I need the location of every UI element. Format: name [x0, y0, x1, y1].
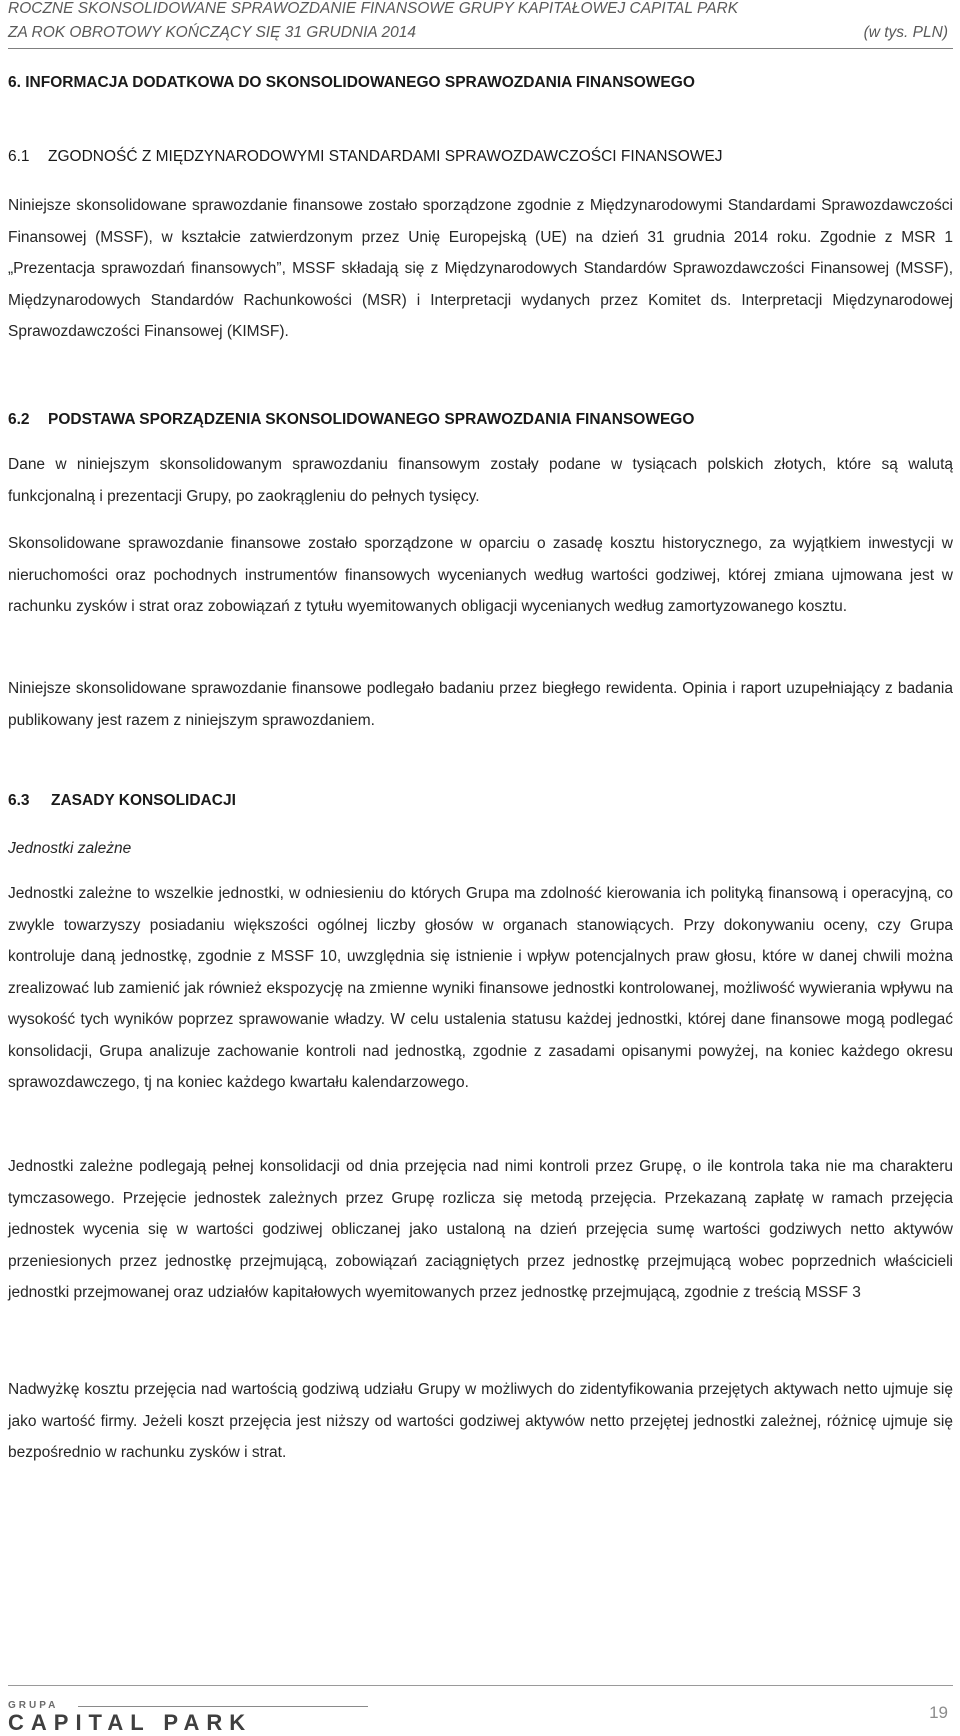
section-title: 6. INFORMACJA DODATKOWA DO SKONSOLIDOWANEGO SPRAWOZDANIA FINANSOWEGO: [8, 74, 695, 91]
page-number: 19: [929, 1703, 948, 1722]
heading-6-1: [8, 148, 723, 166]
heading-6-2-number: 6.2: [8, 411, 30, 428]
heading-6-2-title: PODSTAWA SPORZĄDZENIA SKONSOLIDOWANEGO SPRAWOZDANIA FINANSOWEGO: [48, 411, 695, 428]
paragraph-6-3-acquisition: Jednostki zależne podlegają pełnej konsolidacji od dnia przejęcia nad nimi kontroli przez Grupę, o ile kontrola taka nie ma charakteru tymczasowego. Przejęcie jednostek zależnych przez Grupę rozlicza się metodą przejęcia. Przekazaną zapłatę w ramach przejęcia jednostek wycenia się w wartości godziwej obliczanej jako ustaloną na dzień przejęcia sumę wartości godziwych netto aktywów przeniesionych przez jednostkę przejmującą, zobowiązań zaciągniętych przez jednostkę przejmującą wobec poprzednich właścicieli jednostki przejmowanej oraz udziałów kapitałowych wyemitowanych przez jednostkę przejmującą, zgodnie z treścią MSSF 3: [8, 1158, 953, 1301]
heading-6-1-number: 6.1: [8, 148, 30, 165]
heading-6-1-title: ZGODNOŚĆ Z MIĘDZYNARODOWYMI STANDARDAMI SPRAWOZDAWCZOŚCI FINANSOWEJ: [48, 148, 723, 165]
heading-6-2: [8, 411, 694, 429]
heading-6-3: [8, 792, 236, 810]
running-header: [8, 0, 948, 43]
header-report-title: ROCZNE SKONSOLIDOWANE SPRAWOZDANIE FINANSOWE GRUPY KAPITAŁOWEJ CAPITAL PARK: [8, 0, 739, 17]
subheading-subsidiaries: Jednostki zależne: [8, 840, 132, 857]
header-period: ZA ROK OBROTOWY KOŃCZĄCY SIĘ 31 GRUDNIA 2014: [8, 24, 416, 41]
header-period-row: [8, 23, 948, 43]
paragraph-6-1-compliance: Niniejsze skonsolidowane sprawozdanie finansowe zostało sporządzone zgodnie z Międzynarodowymi Standardami Sprawozdawczości Finansowej (MSSF), w kształcie zatwierdzonym przez Unię Europejską (UE) na dzień 31 grudnia 2014 roku. Zgodnie z MSR 1 „Prezentacja sprawozdań finansowych”, MSSF składają się z Międzynarodowych Standardów Sprawozdawczości Finansowej (MSSF), Międzynarodowych Standardów Rachunkowości (MSR) i Interpretacji wydanych przez Komitet ds. Interpretacji Międzynarodowej Sprawozdawczości Finansowej (KIMSF).: [8, 197, 953, 340]
logo-small-text: GRUPA: [8, 1700, 59, 1711]
paragraph-6-3-goodwill: Nadwyżkę kosztu przejęcia nad wartością godziwą udziału Grupy w możliwych do zidentyfikowania przejętych aktywach netto ujmuje się jako wartość firmy. Jeżeli koszt przejęcia jest niższy od wartości godziwej aktywów netto przejętej jednostki zależnej, różnicę ujmuje się bezpośrednio w rachunku zysków i strat.: [8, 1381, 953, 1461]
logo-big-text: CAPITAL PARK: [8, 1710, 253, 1735]
paragraph-6-3-control: Jednostki zależne to wszelkie jednostki, w odniesieniu do których Grupa ma zdolność kierowania ich polityką finansową i operacyjną, co zwykle towarzyszy posiadaniu większości ogólnej liczby głosów w organach stanowiących. Przy dokonywaniu oceny, czy Grupa kontroluje daną jednostkę, zgodnie z MSSF 10, uwzględnia się istnienie i wpływ potencjalnych praw głosu, które w danej chwili można zrealizować lub zamienić jak również ekspozycję na zmienne wyniki finansowe jednostki kontrolowanej, możliwość wywierania wpływu na wysokość tych wyników poprzez sprawowanie władzy. W celu ustalenia statusu każdej jednostki, której dane finansowe mogą podlegać konsolidacji, Grupa analizuje zachowanie kontroli nad jednostką, zgodnie z zasadami opisanymi powyżej, na koniec każdego okresu sprawozdawczego, tj na koniec każdego kwartału kalendarzowego.: [8, 885, 953, 1091]
heading-6-3-title: ZASADY KONSOLIDACJI: [51, 792, 236, 809]
paragraph-6-2-basis: Skonsolidowane sprawozdanie finansowe zostało sporządzone w oparciu o zasadę kosztu historycznego, za wyjątkiem inwestycji w nieruchomości oraz pochodnych instrumentów finansowych wycenianych według wartości godziwej, której zmiana ujmowana jest w rachunku zysków i strat oraz zobowiązań z tytułu wyemitowanych obligacji wycenianych według zamortyzowanego kosztu.: [8, 535, 953, 615]
capital-park-logo: [8, 1700, 428, 1735]
paragraph-6-2-audit: Niniejsze skonsolidowane sprawozdanie finansowe podlegało badaniu przez biegłego rewidenta. Opinia i raport uzupełniający z badania publikowany jest razem z niniejszym sprawozdaniem.: [8, 680, 953, 729]
heading-6-3-number: 6.3: [8, 792, 30, 809]
logo-rule: [78, 1706, 368, 1707]
header-divider: [8, 48, 953, 49]
header-unit: (w tys. PLN): [863, 24, 948, 41]
footer-divider: [8, 1685, 953, 1686]
paragraph-6-2-currency: Dane w niniejszym skonsolidowanym sprawozdaniu finansowym zostały podane w tysiącach polskich złotych, które są walutą funkcjonalną i prezentacji Grupy, po zaokrągleniu do pełnych tysięcy.: [8, 456, 953, 505]
